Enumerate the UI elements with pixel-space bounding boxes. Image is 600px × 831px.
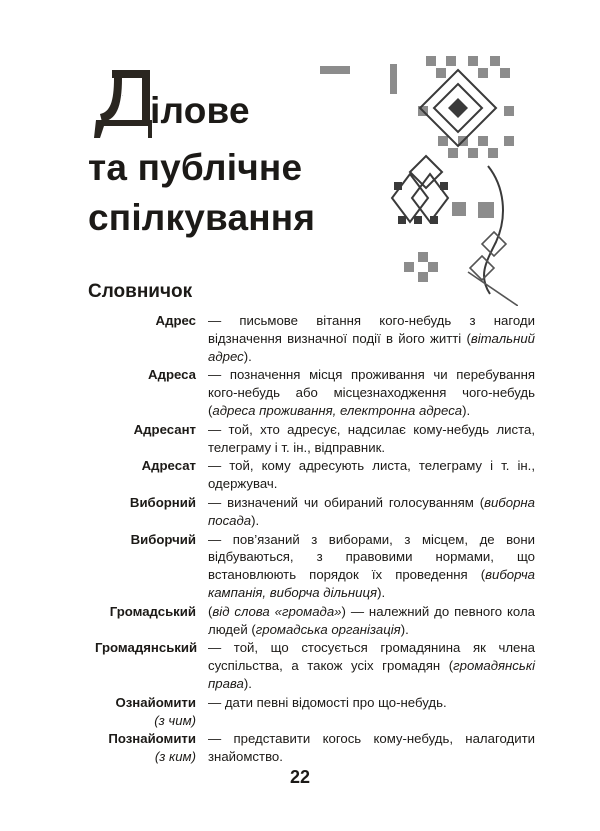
glossary-term [95,494,208,530]
section-heading: Словничок [88,281,193,302]
glossary-definition [208,457,535,493]
definition-text: — дати певні відомості про що-небудь. [208,694,447,710]
title-initial-letter [92,68,152,142]
definition-text: ). [243,675,252,691]
glossary-term [95,694,208,730]
glossary-definition [208,366,535,419]
definition-text: ). [251,512,260,528]
term-word: Громадський [109,603,196,619]
term-word: Виборчий [130,531,196,547]
title-line-2: та публічне [88,147,303,188]
glossary-entry [95,312,535,365]
glossary-definition [208,603,535,639]
title-line-1: ілове [150,90,250,131]
definition-text: — визначений чи обираний голосуванням ( [208,494,485,510]
term-government: (з чим) [154,712,196,728]
embroidery-ornament [318,56,518,306]
glossary-entry [95,531,535,602]
definition-example: громадянські права [208,658,535,691]
glossary-entry [95,730,535,766]
term-word: Адресат [141,458,196,474]
glossary-definition [208,421,535,457]
term-word: Громадянський [95,640,198,656]
definition-example: виборча кампанія, виборча дільниця [208,567,535,600]
definition-example: виборна посада [208,494,535,528]
glossary-term [95,457,208,493]
definition-text: — письмове вітання кого-небудь з нагоди відзначення визначної події в його житті ( [208,313,535,346]
glossary-term [95,421,208,457]
term-word: Ознайомити [115,694,196,710]
definition-text: ) — належний до певного кола людей ( [208,603,536,637]
definition-text: ). [400,621,409,637]
glossary-definition [208,312,535,365]
glossary-list [95,312,535,767]
term-government: (з ким) [154,749,196,765]
glossary-term [95,603,208,639]
term-word: Адресант [133,421,196,437]
glossary-entry [95,421,535,457]
glossary-definition [208,494,535,530]
definition-text: — той, що стосується громадянина як члена суспільства, а також усіх громадян ( [208,640,535,674]
glossary-definition [208,531,535,602]
glossary-entry [95,694,535,730]
definition-text: ( [208,603,213,619]
page-number: 22 [289,767,311,787]
definition-example: громадська організація [255,621,401,637]
term-word: Адрес [155,313,196,328]
glossary-term [95,730,208,766]
term-word: Познайомити [108,731,196,747]
glossary-entry [95,603,535,639]
definition-text: — той, кому адресують листа, телеграму і т. ін., одержувач. [208,458,535,492]
definition-text: ). [377,584,386,600]
glossary-term [95,531,208,602]
definition-text: — пов’язаний з виборами, з місцем, де вони відбуваються, з правовими нормами, що встановлюють порядок їх проведення ( [208,531,535,583]
definition-example: від слова «громада» [212,603,342,619]
definition-text: — представити когось кому-небудь, налагодити знайомство. [208,731,535,765]
title-line-3: спілкування [88,197,316,238]
glossary-entry [95,457,535,493]
term-word: Адреса [148,367,196,383]
glossary-definition [208,730,535,766]
glossary-entry [95,366,535,419]
title-initial-text: Д [122,96,123,97]
glossary-definition [208,639,535,692]
definition-example: вітальний адрес [208,330,535,364]
definition-text: — позначення місця проживання чи перебування кого-небудь або місцезнаходження чого-небудь ( [208,367,535,418]
glossary-definition [208,694,535,730]
glossary-term [95,366,208,419]
glossary-term [95,312,208,365]
glossary-entry [95,494,535,530]
glossary-term [95,639,208,692]
definition-text: ). [243,348,252,364]
definition-text: ). [462,402,471,418]
term-word: Виборний [129,494,196,510]
glossary-entry [95,639,535,692]
definition-example: адреса проживання, електронна адреса [212,402,463,418]
definition-text: — той, хто адресує, надсилає кому-небудь листа, телеграму і т. ін., відправник. [208,421,535,455]
